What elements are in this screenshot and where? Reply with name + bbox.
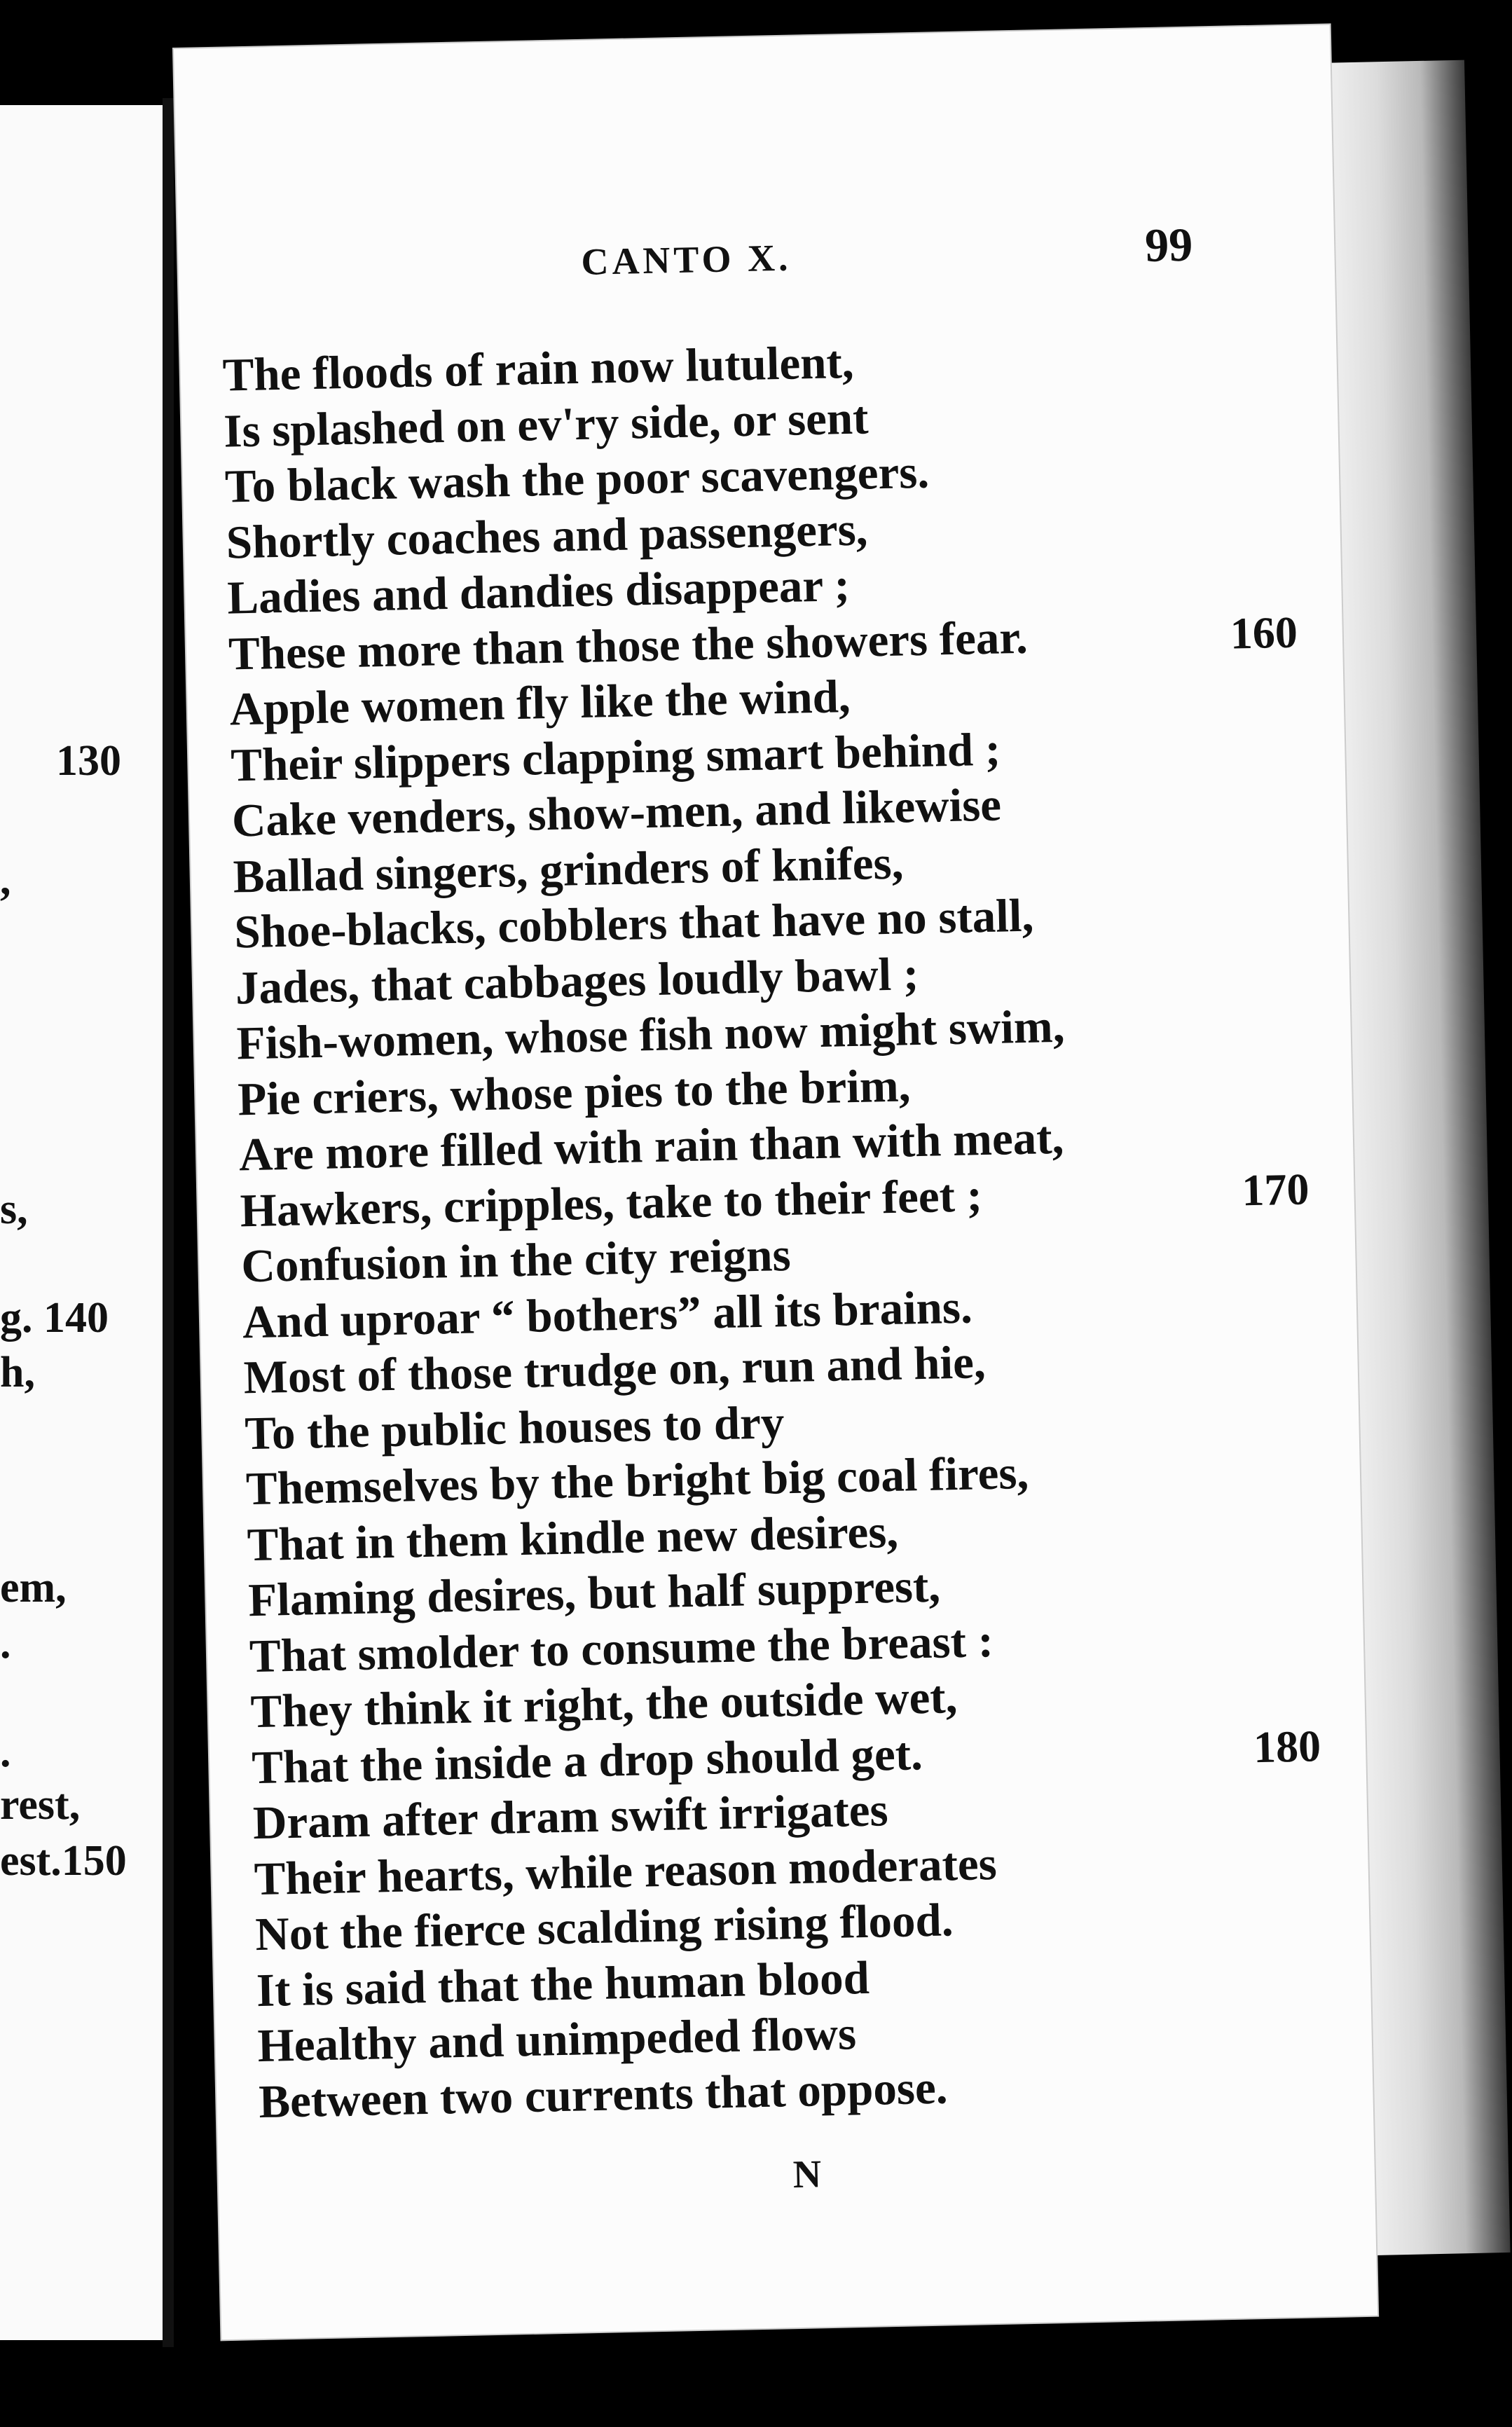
left-line-number-130: 130 bbox=[56, 737, 121, 785]
verse-line-text: Ballad singers, grinders of knifes, bbox=[232, 836, 905, 902]
verse-line-text: Not the fierce scalding rising flood. bbox=[254, 1894, 954, 1961]
verse-block bbox=[222, 325, 1352, 2130]
verse-line-text: It is said that the human blood bbox=[256, 1951, 870, 2016]
line-number-180: 180 bbox=[1253, 1720, 1321, 1772]
verse-line-text: Apple women fly like the wind, bbox=[228, 670, 851, 736]
verse-line-text: Between two currents that oppose. bbox=[258, 2061, 949, 2128]
verse-line-text: These more than those the showers fear. bbox=[228, 611, 1029, 680]
signature-mark: N bbox=[792, 2152, 822, 2197]
running-head: CANTO X. bbox=[580, 236, 792, 283]
left-fragment: em, bbox=[0, 1564, 67, 1611]
verse-line-text: That in them kindle new desires, bbox=[246, 1505, 899, 1571]
left-line-number-150: est.150 bbox=[0, 1837, 127, 1885]
verse-line-text: Ladies and dandies disappear ; bbox=[226, 558, 851, 624]
left-fragment: . bbox=[0, 1728, 11, 1776]
verse-line-text: Their hearts, while reason moderates bbox=[253, 1837, 998, 1905]
verse-line-text: And uproar “ bothers” all its brains. bbox=[242, 1281, 973, 1348]
verse-line-text: Their slippers clapping smart behind ; bbox=[230, 723, 1001, 792]
left-fragment: . bbox=[0, 1620, 11, 1668]
verse-line-text: Hawkers, cripples, take to their feet ; bbox=[239, 1169, 983, 1237]
verse-line-text: That smolder to consume the breast : bbox=[249, 1614, 994, 1682]
verse-line-text: The floods of rain now lutulent, bbox=[221, 336, 855, 401]
book-page bbox=[174, 25, 1377, 2339]
left-fragment: s, bbox=[0, 1185, 28, 1233]
line-number-160: 160 bbox=[1230, 607, 1298, 659]
page-number: 99 bbox=[1144, 217, 1193, 273]
verse-line-text: Healthy and unimpeded flows bbox=[256, 2007, 857, 2072]
verse-line-text: Are more filled with rain than with meat, bbox=[238, 1111, 1064, 1181]
verse-line-text: Cake venders, show-men, and likewise bbox=[231, 778, 1002, 847]
verse-line-text: Dram after dram swift irrigates bbox=[252, 1784, 889, 1850]
verse-line-text: Themselves by the bright big coal fires, bbox=[245, 1446, 1029, 1515]
left-facing-page bbox=[0, 105, 167, 2340]
verse-line-text: Pie criers, whose pies to the brim, bbox=[237, 1059, 912, 1125]
left-fragment: , bbox=[0, 856, 11, 904]
verse-line-text: Fish-women, whose fish now might swim, bbox=[235, 1000, 1066, 1070]
line-number-170: 170 bbox=[1241, 1163, 1310, 1215]
verse-line-text: Shoe-blacks, cobblers that have no stall, bbox=[233, 889, 1034, 958]
verse-line-text: To black wash the poor scavengers. bbox=[224, 446, 930, 513]
verse-line-text: Shortly coaches and passengers, bbox=[225, 502, 869, 569]
verse-line-text: Confusion in the city reigns bbox=[240, 1228, 792, 1293]
verse-line-text: To the public houses to dry bbox=[244, 1396, 785, 1459]
left-line-number-140: g. 140 bbox=[0, 1294, 109, 1342]
book-gutter bbox=[163, 98, 174, 2347]
verse-line-text: Flaming desires, but half supprest, bbox=[247, 1560, 941, 1627]
left-fragment: h, bbox=[0, 1349, 35, 1396]
verse-line-text: Is splashed on ev'ry side, or sent bbox=[223, 391, 870, 458]
verse-line-text: They think it right, the outside wet, bbox=[249, 1671, 958, 1738]
verse-line-text: That the inside a drop should get. bbox=[251, 1727, 923, 1794]
verse-line-text: Jades, that cabbages loudly bawl ; bbox=[235, 947, 920, 1014]
verse-line-text: Most of those trudge on, run and hie, bbox=[242, 1336, 987, 1404]
left-fragment: rest, bbox=[0, 1781, 81, 1829]
